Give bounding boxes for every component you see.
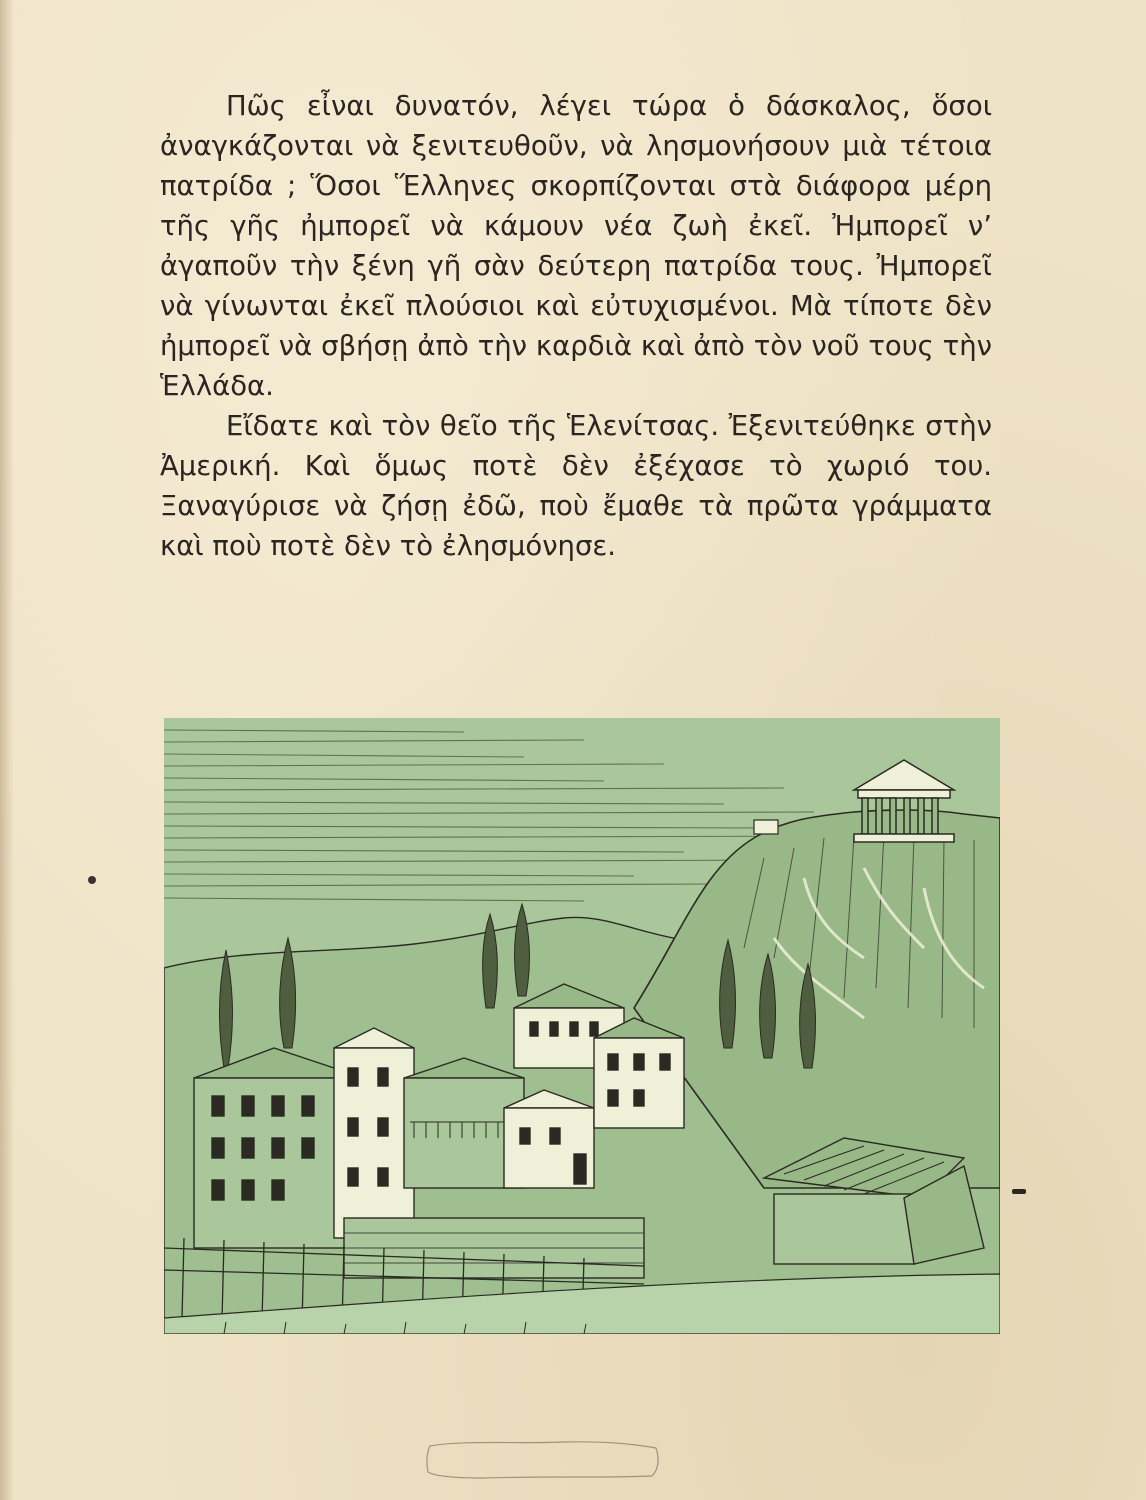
pencil-scribble-mark [424, 1438, 664, 1482]
margin-dash-mark [1012, 1189, 1026, 1194]
illustration-village-acropolis [164, 718, 1000, 1334]
paragraph-2: Εἴδατε καὶ τὸν θεῖο τῆς Ἑλενίτσας. Ἐξενιτεύθηκε στὴν Ἀμερική. Καὶ ὅμως ποτὲ δὲν ἐξέχασε τὸ χωριό του. Ξαναγύρισε νὰ ζήσῃ ἐδῶ, ποὺ ἔμαθε τὰ πρῶτα γράμματα καὶ ποὺ ποτὲ δὲν τὸ ἐλησμόνησε. [160, 410, 992, 562]
ruin-wall [754, 820, 778, 834]
paragraph-1: Πῶς εἶναι δυνατόν, λέγει τώρα ὁ δάσκαλος, ὅσοι ἀναγκάζονται νὰ ξενιτευθοῦν, νὰ λησμονήσουν μιὰ τέτοια πατρίδα ; Ὅσοι Ἕλληνες σκορπίζονται στὰ διάφορα μέρη τῆς γῆς ἠμπορεῖ νὰ κάμουν νέα ζωὴ ἐκεῖ. Ἠμπορεῖ ν’ ἀγαποῦν τὴν ξένη γῆ σὰν δεύτερη πατρίδα τους. Ἠμπορεῖ νὰ γίνωνται ἐκεῖ πλούσιοι καὶ εὐτυχισμένοι. Μὰ τίποτε δὲν ἠμπορεῖ νὰ σβήσῃ ἀπὸ τὴν καρδιὰ καὶ ἀπὸ τὸν νοῦ τους τὴν Ἑλλάδα. [160, 90, 992, 402]
margin-dot-mark [88, 876, 96, 884]
illustration-drawing [164, 718, 1000, 1334]
page-binding-shadow [0, 0, 14, 1500]
body-text [160, 86, 992, 566]
